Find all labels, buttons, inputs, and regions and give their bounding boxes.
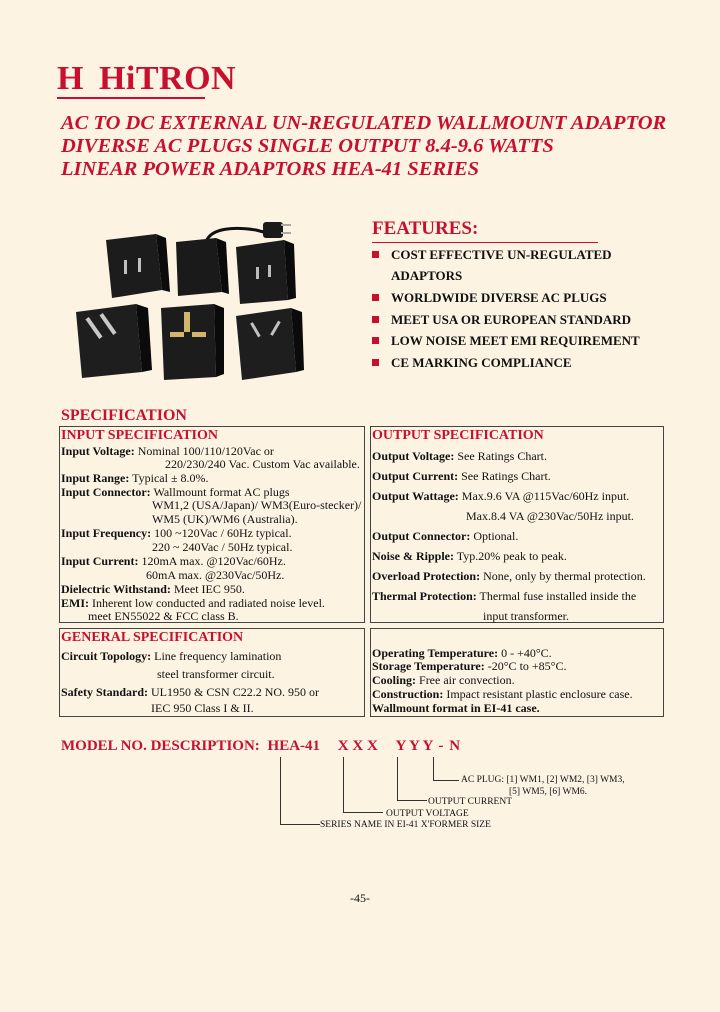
- bullet-icon: [372, 316, 379, 323]
- safety-standard: Safety Standard: UL1950 & CSN C22.2 NO. 950 or: [61, 685, 320, 699]
- connector-line: [433, 757, 434, 781]
- bullet-icon: [372, 359, 379, 366]
- page-number: -45-: [350, 891, 370, 905]
- circuit-topology-cont: steel transformer circuit.: [157, 667, 275, 681]
- feature-item: COST EFFECTIVE UN-REGULATED: [372, 248, 612, 262]
- title-line-3: LINEAR POWER ADAPTORS HEA-41 SERIES: [61, 158, 480, 180]
- input-range: Input Range: Typical ± 8.0%.: [61, 471, 209, 485]
- feature-item: ADAPTORS: [391, 268, 463, 283]
- output-voltage: Output Voltage: See Ratings Chart.: [372, 449, 548, 463]
- bullet-icon: [372, 294, 379, 301]
- connector-line: [433, 780, 459, 781]
- input-frequency-cont: 220 ~ 240Vac / 50Hz typical.: [152, 540, 293, 554]
- input-connector-cont: WM5 (UK)/WM6 (Australia).: [152, 512, 298, 526]
- output-current-label: OUTPUT CURRENT: [428, 797, 513, 807]
- connector-line: [280, 824, 320, 825]
- emi-cont: meet EN55022 & FCC class B.: [88, 609, 239, 623]
- input-frequency: Input Frequency: 100 ~120Vac / 60Hz typical.: [61, 526, 292, 540]
- model-code-dash: -: [438, 738, 444, 754]
- input-current-cont: 60mA max. @230Vac/50Hz.: [146, 568, 285, 582]
- overload-protection: Overload Protection: None, only by thermal protection.: [372, 569, 646, 583]
- output-current: Output Current: See Ratings Chart.: [372, 469, 551, 483]
- output-wattage: Output Wattage: Max.9.6 VA @115Vac/60Hz input.: [372, 489, 630, 503]
- input-connector-cont: WM1,2 (USA/Japan)/ WM3(Euro-stecker)/: [152, 498, 362, 512]
- brand-mark: H: [57, 60, 84, 97]
- storage-temperature: Storage Temperature: -20°C to +85°C.: [372, 659, 567, 673]
- model-code-x: X X X: [337, 738, 378, 754]
- series-name-label: SERIES NAME IN EI-41 X'FORMER SIZE: [320, 820, 491, 830]
- construction: Construction: Impact resistant plastic enclosure case.: [372, 687, 633, 701]
- input-voltage-cont: 220/230/240 Vac. Custom Vac available.: [165, 457, 360, 471]
- circuit-topology: Circuit Topology: Line frequency lamination: [61, 649, 282, 663]
- thermal-protection-cont: input transformer.: [483, 609, 569, 623]
- ac-plug-options: AC PLUG: [1] WM1, [2] WM2, [3] WM3,: [461, 775, 625, 785]
- input-voltage: Input Voltage: Nominal 100/110/120Vac or: [61, 444, 274, 458]
- bullet-icon: [372, 337, 379, 344]
- bullet-icon: [372, 251, 379, 258]
- cooling: Cooling: Free air convection.: [372, 673, 515, 687]
- emi: EMI: Inherent low conducted and radiated noise level.: [61, 596, 325, 610]
- output-connector: Output Connector: Optional.: [372, 529, 519, 543]
- model-code-y: Y Y Y: [395, 738, 433, 754]
- operating-temperature: Operating Temperature: 0 - +40°C.: [372, 646, 552, 660]
- product-photo: [66, 212, 356, 392]
- features-underline: [372, 242, 598, 243]
- brand-logo: [57, 62, 236, 96]
- feature-item: WORLDWIDE DIVERSE AC PLUGS: [372, 291, 607, 305]
- thermal-protection: Thermal Protection: Thermal fuse installed inside the: [372, 589, 637, 603]
- model-description-heading: MODEL NO. DESCRIPTION: HEA-41 X X X Y Y Y - N: [61, 738, 461, 754]
- specification-heading: SPECIFICATION: [61, 407, 187, 424]
- safety-standard-cont: IEC 950 Class I & II.: [151, 701, 254, 715]
- feature-item: LOW NOISE MEET EMI REQUIREMENT: [372, 334, 640, 348]
- output-voltage-label: OUTPUT VOLTAGE: [386, 809, 469, 819]
- features-heading: FEATURES:: [372, 218, 479, 239]
- connector-line: [343, 812, 383, 813]
- connector-line: [397, 800, 427, 801]
- title-line-2: DIVERSE AC PLUGS SINGLE OUTPUT 8.4-9.6 WATTS: [61, 135, 554, 157]
- output-wattage-cont: Max.8.4 VA @230Vac/50Hz input.: [466, 509, 634, 523]
- feature-item: MEET USA OR EUROPEAN STANDARD: [372, 313, 631, 327]
- input-connector: Input Connector: Wallmount format AC plugs: [61, 485, 290, 499]
- input-spec-heading: INPUT SPECIFICATION: [61, 428, 219, 443]
- dielectric-withstand: Dielectric Withstand: Meet IEC 950.: [61, 582, 245, 596]
- title-line-1: AC TO DC EXTERNAL UN-REGULATED WALLMOUNT ADAPTOR: [61, 112, 667, 134]
- feature-item: CE MARKING COMPLIANCE: [372, 356, 572, 370]
- ac-plug-options-cont: [5] WM5, [6] WM6.: [509, 787, 588, 797]
- model-code-prefix: HEA-41: [267, 738, 321, 754]
- connector-line: [343, 757, 344, 813]
- input-current: Input Current: 120mA max. @120Vac/60Hz.: [61, 554, 286, 568]
- brand-name: HiTRON: [98, 60, 237, 97]
- wallmount-format: Wallmount format in EI-41 case.: [372, 701, 540, 715]
- noise-ripple: Noise & Ripple: Typ.20% peak to peak.: [372, 549, 567, 563]
- output-spec-heading: OUTPUT SPECIFICATION: [372, 428, 544, 443]
- connector-line: [280, 757, 281, 825]
- model-code-n: N: [449, 738, 461, 754]
- general-spec-heading: GENERAL SPECIFICATION: [61, 630, 244, 645]
- logo-underline: [57, 97, 205, 99]
- connector-line: [397, 757, 398, 801]
